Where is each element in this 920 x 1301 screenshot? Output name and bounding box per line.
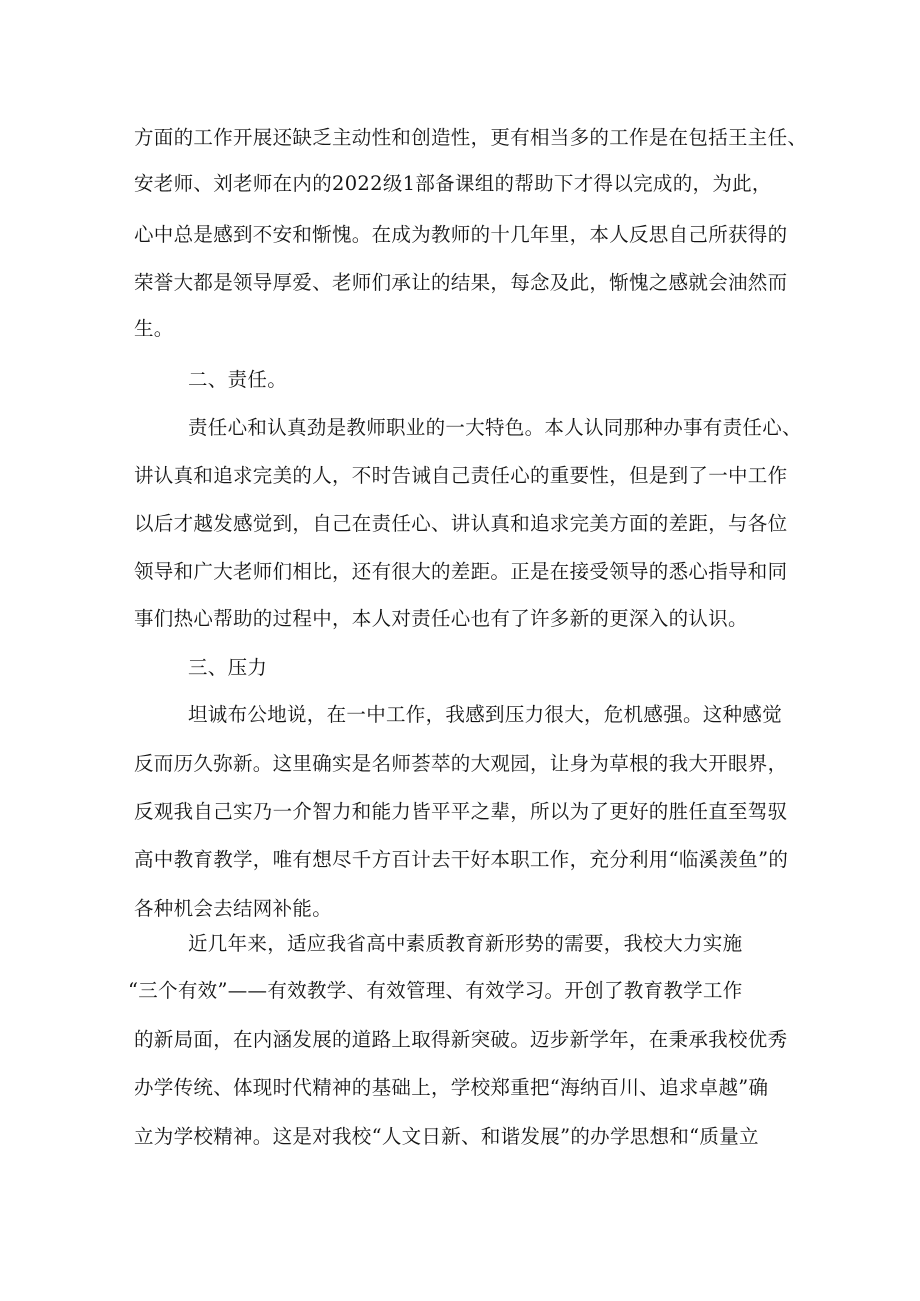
text-line: 心中总是感到不安和惭愧。在成为教师的十几年里，本人反思自己所获得的 xyxy=(134,223,788,246)
text-line: 的新局面，在内涵发展的道路上取得新突破。迈步新学年，在秉承我校优秀 xyxy=(134,1028,788,1051)
text-line: 以后才越发感觉到，自己在责任心、讲认真和追求完美方面的差距，与各位 xyxy=(134,512,788,535)
text-line: 近几年来，适应我省高中素质教育新形势的需要，我校大力实施 xyxy=(188,932,743,955)
text-line: 安老师、刘老师在内的2022级1部备课组的帮助下才得以完成的，为此， xyxy=(134,172,772,195)
text-line: 坦诚布公地说，在一中工作，我感到压力很大，危机感强。这种感觉 xyxy=(188,703,783,726)
text-line: 生。 xyxy=(134,317,174,340)
text-line: 讲认真和追求完美的人，不时告诫自己责任心的重要性，但是到了一中工作 xyxy=(134,464,788,487)
text-line: 责任心和认真劲是教师职业的一大特色。本人认同那种办事有责任心、 xyxy=(188,416,802,439)
text-line: 反观我自己实乃一介智力和能力皆平平之辈，所以为了更好的胜任直至驾驭 xyxy=(134,800,788,823)
text-line: 方面的工作开展还缺乏主动性和创造性，更有相当多的工作是在包括王主任、 xyxy=(134,126,808,149)
text-line: 办学传统、体现时代精神的基础上，学校郑重把“海纳百川、追求卓越”确 xyxy=(134,1076,769,1099)
text-line: 领导和广大老师们相比，还有很大的差距。正是在接受领导的悉心指导和同 xyxy=(134,560,788,583)
text-line: 反而历久弥新。这里确实是名师荟萃的大观园，让身为草根的我大开眼界， xyxy=(134,752,788,775)
text-line: 事们热心帮助的过程中，本人对责任心也有了许多新的更深入的认识。 xyxy=(134,607,748,630)
text-line: 各种机会去结网补能。 xyxy=(134,897,333,920)
text-line: 高中教育教学，唯有想尽千方百计去干好本职工作，充分利用“临溪羡鱼”的 xyxy=(134,848,789,871)
text-line: “三个有效”——有效教学、有效管理、有效学习。开创了教育教学工作 xyxy=(128,979,743,1002)
section-heading: 三、压力 xyxy=(188,656,268,679)
text-line: 立为学校精神。这是对我校“人文日新、和谐发展”的办学思想和“质量立 xyxy=(134,1125,759,1148)
text-line: 荣誉大都是领导厚爱、老师们承让的结果，每念及此，惭愧之感就会油然而 xyxy=(134,271,788,294)
section-heading: 二、责任。 xyxy=(188,368,288,391)
